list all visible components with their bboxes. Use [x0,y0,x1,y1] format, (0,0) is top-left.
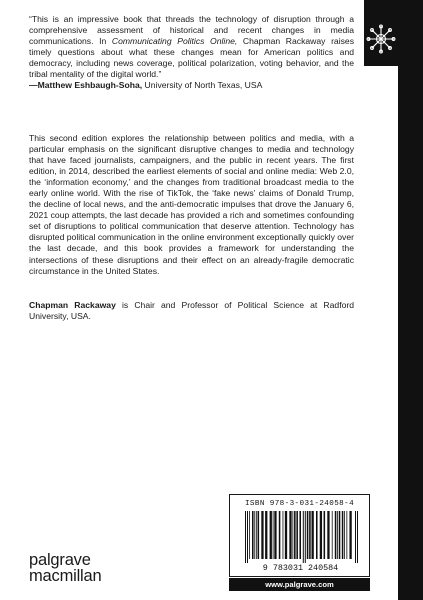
attribution-affiliation: University of North Texas, USA [142,80,263,91]
barcode-bar [309,511,311,559]
barcode-bar [337,511,338,559]
barcode-bar [261,511,263,559]
barcode-bar [312,511,314,559]
barcode-bar [274,511,276,559]
barcode-bar [357,511,358,563]
barcode-bar [339,511,341,559]
barcode-bar [307,511,309,559]
barcode-bar [249,511,250,559]
spine-bar [398,0,423,600]
barcode-bar [296,511,298,559]
barcode-bar [289,511,291,559]
barcode-bar [303,511,304,563]
barcode-bar [355,511,356,563]
palgrave-star-icon [366,24,396,54]
barcode-bar [344,511,345,559]
barcode-bar [256,511,257,559]
publisher-name-line2: macmillan [29,567,102,585]
website-url[interactable]: www.palgrave.com [229,578,370,591]
attribution-name: —Matthew Eshbaugh-Soha, [29,80,143,91]
barcode-bar [327,511,329,559]
publisher-logo [29,552,101,585]
publisher-name-line1: palgrave [29,551,91,569]
barcode [237,511,364,573]
barcode-bar [346,511,347,559]
quote-book-title: Communicating Politics Online, [111,36,238,47]
barcode-bar [324,511,326,559]
barcode-bar [316,511,318,559]
barcode-bar [254,511,255,559]
barcode-bar [285,511,287,559]
barcode-bar [245,511,246,563]
barcode-bar [332,511,333,559]
barcode-bar [320,511,322,559]
barcode-bar [265,511,267,559]
barcode-bar [305,511,306,563]
barcode-bar [283,511,284,559]
barcode-bar [292,511,293,559]
endorsement-quote [29,14,354,91]
author-bio-text: is Chair and Professor of Political Science at Radford University, USA. [29,300,355,322]
quote-text-prefix: “This is an impressive book that threads the technology of disruption through a comprehensive assessment of historical and recent changes in media communications. In [29,14,354,47]
book-description [29,133,354,277]
quote-attribution [29,80,354,91]
quote-text-suffix: Chapman Rackaway raises timely questions about what these changes mean for American politics and democracy, including news coverage, political polarization, voting behavior, and the tribal mentality of the digital world.” [29,36,354,80]
barcode-bar [270,511,272,559]
barcode-box [229,494,370,577]
author-bio [29,300,354,322]
barcode-bar [258,511,260,559]
barcode-bar [252,511,254,559]
barcode-bar [349,511,351,559]
barcode-bar [279,511,281,559]
quote-text [29,14,354,80]
description-text: This second edition explores the relationship between politics and media, with a particular emphasis on the significant disruptive changes to media and technology that have faced journalists, campaigners, and the public in recent years. The first edition, in 2014, described the earliest elements of social and online media: Web 2.0, the ‘information economy,’ and the changes from traditional broadcast media to the early online world. With the rise of TikTok, the ‘fake news’ claims of Donald Trump, the decline of local news, and the anti-democratic impulses that drove the January 6, 2021 coup attempts, the last decade has provided a rich and sometimes confounding set of disruptions to political communication that deserve attention. Technology has disrupted political communication in the online environment exceptionally quickly over the last decade, and this book provides a framework for understanding the intersections of these disruptions and their effect on an already-fragile democratic circumstance in the United States. [29,133,354,276]
barcode-bar [294,511,296,559]
author-name: Chapman Rackaway [29,300,116,310]
barcode-bar [342,511,344,559]
isbn-label: ISBN 978-3-031-24058-4 [244,500,355,508]
barcode-bar [247,511,248,563]
barcode-bar [335,511,337,559]
barcode-digits: 9 783031 240584 [262,563,339,573]
barcode-bar [273,511,274,559]
barcode-bar [299,511,301,559]
